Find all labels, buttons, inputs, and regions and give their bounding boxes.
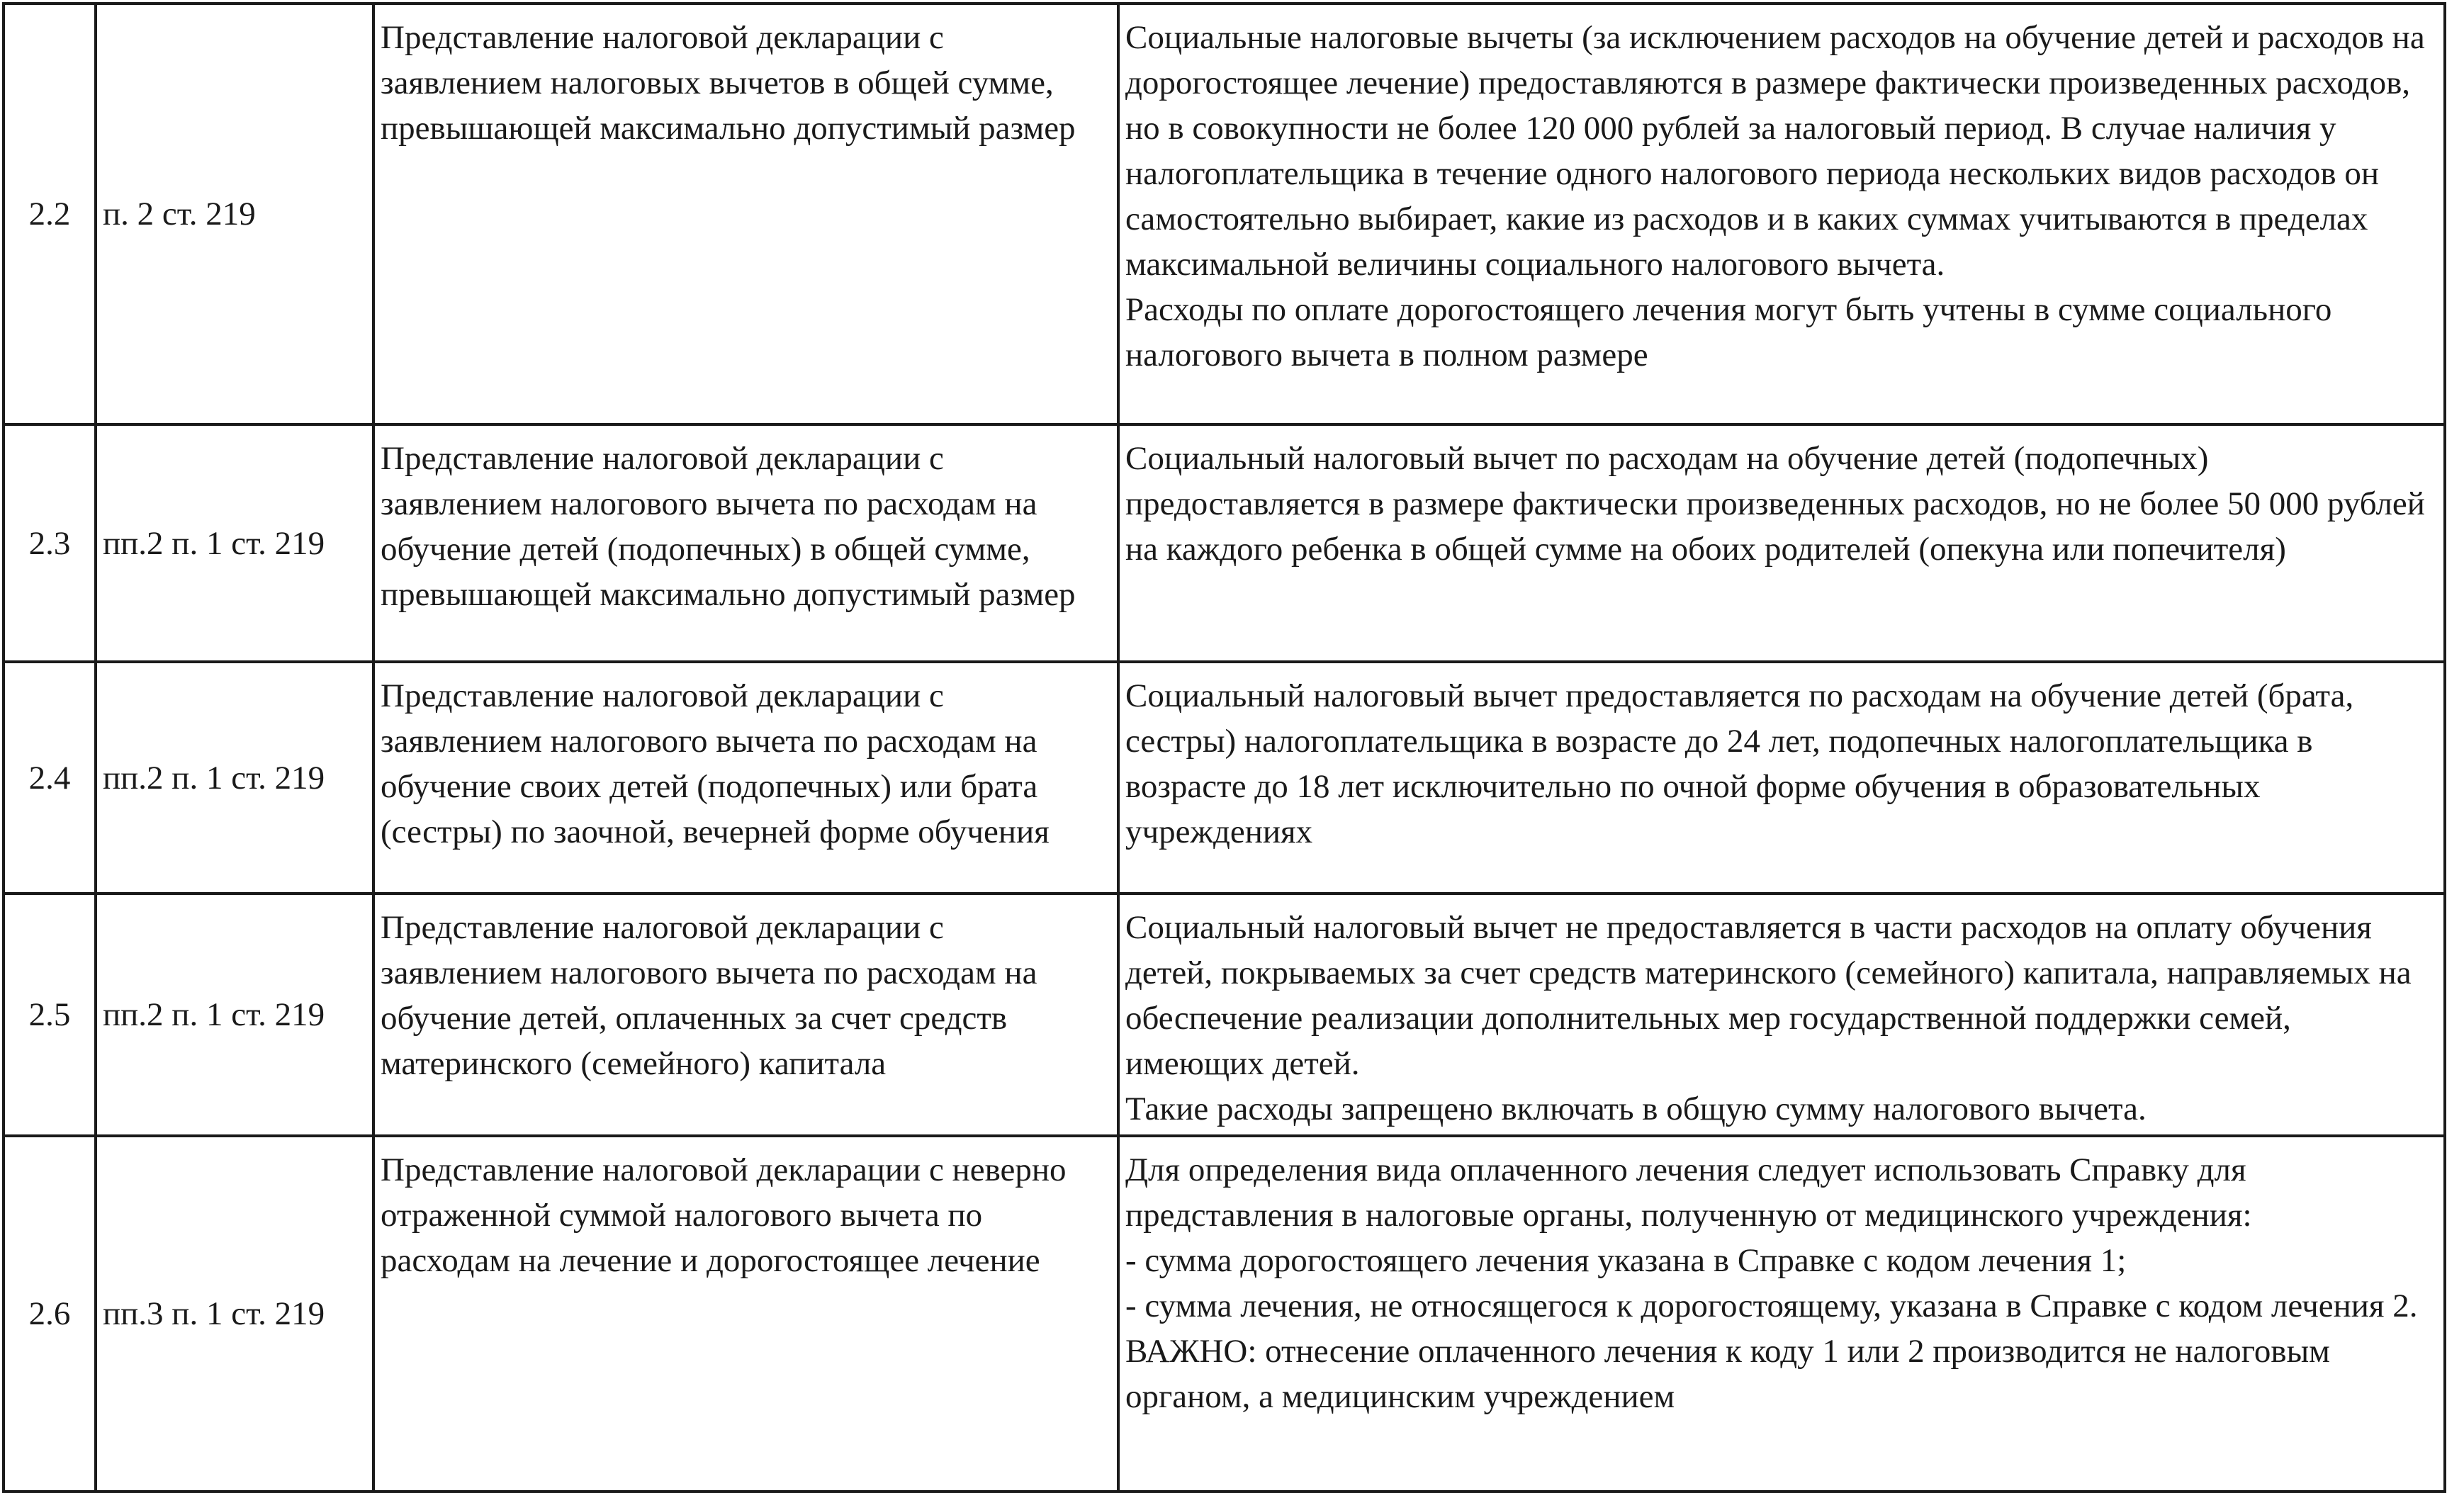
row-number-cell: 2.2 [4, 4, 96, 424]
table-row [4, 1136, 2445, 1492]
explanation-paragraph: Социальный налоговый вычет предоставляется по расходам на обучение детей (брата, сестры) налогоплательщика в возрасте до 24 лет, подопечных налогоплательщика в возрасте до 18 лет исключительно по очной форме обучения в образовательных учреждениях [1125, 677, 2354, 850]
article-reference-cell: пп.3 п. 1 ст. 219 [96, 1136, 373, 1492]
explanation-paragraph: Социальный налоговый вычет по расходам на обучение детей (подопечных) предоставляется в размере фактически произведенных расходов, но не более 50 000 рублей на каждого ребенка в общей сумме на обоих родителей (опекуна или попечителя) [1125, 440, 2425, 568]
table-row [4, 894, 2445, 1136]
document-table [2, 2, 2446, 1493]
explanation-paragraph: Социальные налоговые вычеты (за исключением расходов на обучение детей и расходов на дорогостоящее лечение) предоставляются в размере фактически произведенных расходов, но в совокупности не более 120 000 рублей за налоговый период. В случае наличия у налогоплательщика в течение одного налогового периода нескольких видов расходов он самостоятельно выбирает, какие из расходов и в каких суммах учитываются в пределах максимальной величины социального налогового вычета. [1125, 19, 2425, 283]
article-reference-cell: пп.2 п. 1 ст. 219 [96, 894, 373, 1136]
situation-cell: Представление налоговой декларации с неверно отраженной суммой налогового вычета по расходам на лечение и дорогостоящее лечение [373, 1136, 1118, 1492]
explanation-paragraph: Такие расходы запрещено включать в общую сумму налогового вычета. [1125, 1091, 2147, 1127]
article-reference-cell: пп.2 п. 1 ст. 219 [96, 424, 373, 662]
situation-cell: Представление налоговой декларации с заявлением налогового вычета по расходам на обучение детей, оплаченных за счет средств материнского (семейного) капитала [373, 894, 1118, 1136]
explanation-paragraph: - сумма лечения, не относящегося к дорогостоящему, указана в Справке с кодом лечения 2. [1125, 1288, 2418, 1324]
explanation-cell [1118, 662, 2445, 894]
explanation-cell [1118, 894, 2445, 1136]
row-number-cell: 2.6 [4, 1136, 96, 1492]
row-number-cell: 2.5 [4, 894, 96, 1136]
article-reference-cell: пп.2 п. 1 ст. 219 [96, 662, 373, 894]
row-number-cell: 2.4 [4, 662, 96, 894]
explanation-paragraph: Социальный налоговый вычет не предоставляется в части расходов на оплату обучения детей, покрываемых за счет средств материнского (семейного) капитала, направляемых на обеспечение реализации дополнительных мер государственной поддержки семей, имеющих детей. [1125, 909, 2412, 1082]
explanation-paragraph: Для определения вида оплаченного лечения следует использовать Справку для представления в налоговые органы, полученную от медицинского учреждения: [1125, 1151, 2252, 1234]
situation-cell: Представление налоговой декларации с заявлением налоговых вычетов в общей сумме, превышающей максимально допустимый размер [373, 4, 1118, 424]
situation-cell: Представление налоговой декларации с заявлением налогового вычета по расходам на обучение детей (подопечных) в общей сумме, превышающей максимально допустимый размер [373, 424, 1118, 662]
explanation-paragraph: - сумма дорогостоящего лечения указана в Справке с кодом лечения 1; [1125, 1242, 2127, 1279]
explanation-paragraph: ВАЖНО: отнесение оплаченного лечения к коду 1 или 2 производится не налоговым органом, а медицинским учреждением [1125, 1333, 2330, 1415]
article-reference-cell: п. 2 ст. 219 [96, 4, 373, 424]
explanation-paragraph: Расходы по оплате дорогостоящего лечения могут быть учтены в сумме социального налогового вычета в полном размере [1125, 291, 2332, 373]
row-number-cell: 2.3 [4, 424, 96, 662]
explanation-cell [1118, 4, 2445, 424]
table-row [4, 662, 2445, 894]
situation-cell: Представление налоговой декларации с заявлением налогового вычета по расходам на обучение своих детей (подопечных) или брата (сестры) по заочной, вечерней форме обучения [373, 662, 1118, 894]
explanation-cell [1118, 1136, 2445, 1492]
table-row [4, 4, 2445, 424]
explanation-cell [1118, 424, 2445, 662]
table-row [4, 424, 2445, 662]
